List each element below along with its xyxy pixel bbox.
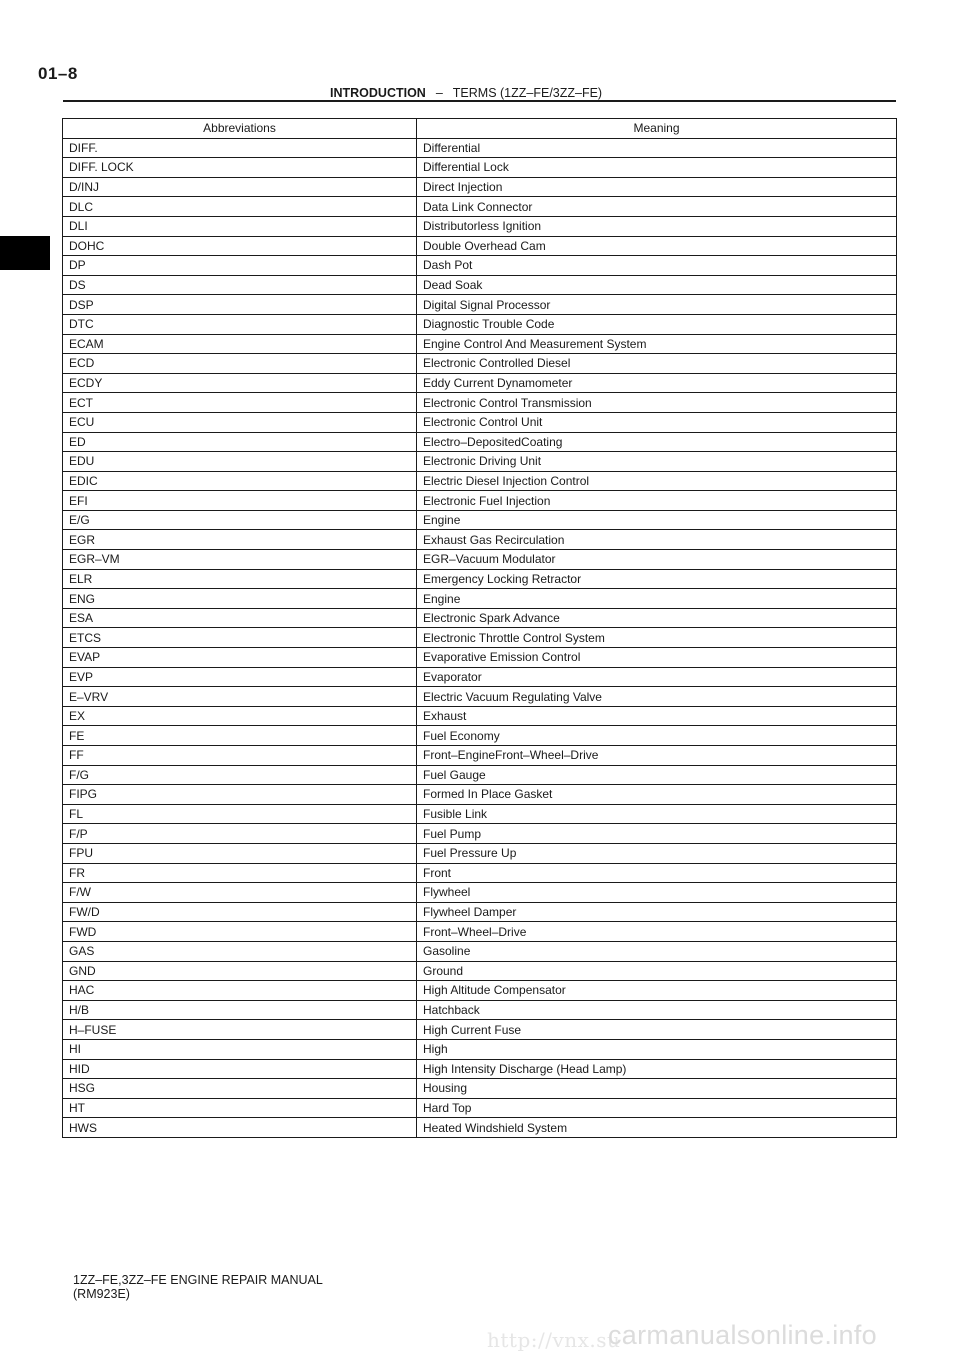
meaning-cell: Electric Vacuum Regulating Valve [417, 687, 897, 707]
table-row [63, 608, 897, 628]
table-row [63, 550, 897, 570]
meaning-cell: Formed In Place Gasket [417, 785, 897, 805]
meaning-cell: Fuel Pressure Up [417, 843, 897, 863]
meaning-cell: Electric Diesel Injection Control [417, 471, 897, 491]
abbreviation-cell: FW/D [63, 902, 417, 922]
abbreviation-cell: ESA [63, 608, 417, 628]
meaning-cell: EGR–Vacuum Modulator [417, 550, 897, 570]
table-row [63, 785, 897, 805]
url-watermark: http://vnx.su [487, 1328, 621, 1352]
table-row [63, 334, 897, 354]
meaning-cell: Exhaust [417, 706, 897, 726]
meaning-cell: Electro–DepositedCoating [417, 432, 897, 452]
abbreviation-cell: FWD [63, 922, 417, 942]
abbreviation-cell: HT [63, 1098, 417, 1118]
site-watermark: carmanualsonline.info [608, 1320, 877, 1350]
meaning-cell: Front–EngineFront–Wheel–Drive [417, 746, 897, 766]
abbreviation-cell: ECDY [63, 373, 417, 393]
table-row [63, 1000, 897, 1020]
abbreviation-cell: FPU [63, 843, 417, 863]
table-row [63, 275, 897, 295]
meaning-cell: Heated Windshield System [417, 1118, 897, 1138]
table-row [63, 393, 897, 413]
meaning-cell: Hatchback [417, 1000, 897, 1020]
abbreviation-cell: D/INJ [63, 177, 417, 197]
meaning-cell: High Altitude Compensator [417, 981, 897, 1001]
meaning-cell: Electronic Control Transmission [417, 393, 897, 413]
table-row [63, 158, 897, 178]
table-row [63, 843, 897, 863]
column-header-abbreviations: Abbreviations [63, 119, 417, 139]
meaning-cell: High Intensity Discharge (Head Lamp) [417, 1059, 897, 1079]
meaning-cell: Fusible Link [417, 804, 897, 824]
meaning-cell: Gasoline [417, 941, 897, 961]
meaning-cell: Emergency Locking Retractor [417, 569, 897, 589]
abbreviation-cell: DTC [63, 314, 417, 334]
table-row [63, 667, 897, 687]
table-row [63, 628, 897, 648]
section-tab-marker [0, 236, 50, 270]
meaning-cell: Direct Injection [417, 177, 897, 197]
abbreviation-cell: ELR [63, 569, 417, 589]
abbreviation-cell: ECAM [63, 334, 417, 354]
table-row [63, 1079, 897, 1099]
meaning-cell: Engine Control And Measurement System [417, 334, 897, 354]
abbreviation-cell: HAC [63, 981, 417, 1001]
meaning-cell: Electronic Fuel Injection [417, 491, 897, 511]
meaning-cell: Dash Pot [417, 256, 897, 276]
table-row [63, 765, 897, 785]
abbreviation-cell: DIFF. LOCK [63, 158, 417, 178]
meaning-cell: Front [417, 863, 897, 883]
table-row [63, 1098, 897, 1118]
meaning-cell: Differential Lock [417, 158, 897, 178]
abbreviation-cell: FR [63, 863, 417, 883]
table-row [63, 138, 897, 158]
meaning-cell: Diagnostic Trouble Code [417, 314, 897, 334]
abbreviation-cell: E–VRV [63, 687, 417, 707]
table-row [63, 589, 897, 609]
header-section: INTRODUCTION [330, 86, 426, 100]
abbreviation-cell: ETCS [63, 628, 417, 648]
table-row [63, 412, 897, 432]
manual-title: 1ZZ–FE,3ZZ–FE ENGINE REPAIR MANUAL [73, 1273, 323, 1287]
abbreviation-cell: EGR–VM [63, 550, 417, 570]
abbreviation-cell: EDU [63, 452, 417, 472]
meaning-cell: Front–Wheel–Drive [417, 922, 897, 942]
table-row [63, 354, 897, 374]
meaning-cell: Electronic Throttle Control System [417, 628, 897, 648]
abbreviation-cell: ED [63, 432, 417, 452]
meaning-cell: Fuel Gauge [417, 765, 897, 785]
footer-manual-info [73, 1273, 323, 1301]
table-row [63, 687, 897, 707]
meaning-cell: Electronic Controlled Diesel [417, 354, 897, 374]
abbreviation-cell: DP [63, 256, 417, 276]
abbreviation-cell: FF [63, 746, 417, 766]
meaning-cell: Fuel Pump [417, 824, 897, 844]
abbreviation-cell: H–FUSE [63, 1020, 417, 1040]
abbreviation-cell: EVP [63, 667, 417, 687]
abbreviation-cell: GND [63, 961, 417, 981]
table-row [63, 295, 897, 315]
abbreviation-cell: GAS [63, 941, 417, 961]
table-row [63, 941, 897, 961]
abbreviation-cell: ECD [63, 354, 417, 374]
abbreviations-table [62, 118, 897, 1138]
header-rule [63, 100, 896, 102]
meaning-cell: High Current Fuse [417, 1020, 897, 1040]
abbreviation-cell: HSG [63, 1079, 417, 1099]
table-row [63, 883, 897, 903]
table-body [63, 138, 897, 1137]
abbreviation-cell: EX [63, 706, 417, 726]
table-row [63, 236, 897, 256]
header-subtitle: TERMS (1ZZ–FE/3ZZ–FE) [452, 86, 603, 100]
table-row [63, 452, 897, 472]
meaning-cell: Evaporative Emission Control [417, 648, 897, 668]
abbreviation-cell: FL [63, 804, 417, 824]
meaning-cell: Engine [417, 589, 897, 609]
table-row [63, 373, 897, 393]
meaning-cell: High [417, 1039, 897, 1059]
meaning-cell: Electronic Driving Unit [417, 452, 897, 472]
abbreviation-cell: DLC [63, 197, 417, 217]
abbreviation-cell: DS [63, 275, 417, 295]
meaning-cell: Flywheel [417, 883, 897, 903]
abbreviation-cell: HI [63, 1039, 417, 1059]
meaning-cell: Dead Soak [417, 275, 897, 295]
table-row [63, 510, 897, 530]
table-row [63, 216, 897, 236]
meaning-cell: Exhaust Gas Recirculation [417, 530, 897, 550]
meaning-cell: Housing [417, 1079, 897, 1099]
abbreviation-cell: EVAP [63, 648, 417, 668]
table-row [63, 902, 897, 922]
table-row [63, 863, 897, 883]
table-row [63, 1039, 897, 1059]
table-row [63, 726, 897, 746]
header-separator: – [435, 86, 443, 100]
table-row [63, 471, 897, 491]
meaning-cell: Digital Signal Processor [417, 295, 897, 315]
abbreviation-cell: ECU [63, 412, 417, 432]
abbreviation-cell: DIFF. [63, 138, 417, 158]
meaning-cell: Flywheel Damper [417, 902, 897, 922]
meaning-cell: Engine [417, 510, 897, 530]
meaning-cell: Evaporator [417, 667, 897, 687]
abbreviation-cell: DSP [63, 295, 417, 315]
abbreviation-cell: ECT [63, 393, 417, 413]
abbreviation-cell: F/W [63, 883, 417, 903]
abbreviation-cell: HID [63, 1059, 417, 1079]
table-row [63, 1020, 897, 1040]
table-row [63, 746, 897, 766]
meaning-cell: Data Link Connector [417, 197, 897, 217]
meaning-cell: Ground [417, 961, 897, 981]
table-row [63, 1118, 897, 1138]
table-row [63, 1059, 897, 1079]
table-row [63, 824, 897, 844]
abbreviation-cell: E/G [63, 510, 417, 530]
table-row [63, 197, 897, 217]
table-row [63, 491, 897, 511]
meaning-cell: Hard Top [417, 1098, 897, 1118]
abbreviation-cell: F/G [63, 765, 417, 785]
table-row [63, 922, 897, 942]
table-row [63, 256, 897, 276]
table-row [63, 648, 897, 668]
abbreviation-cell: H/B [63, 1000, 417, 1020]
page-number: 01–8 [38, 64, 78, 83]
table-row [63, 569, 897, 589]
table-row [63, 177, 897, 197]
meaning-cell: Differential [417, 138, 897, 158]
meaning-cell: Electronic Control Unit [417, 412, 897, 432]
table-row [63, 804, 897, 824]
meaning-cell: Double Overhead Cam [417, 236, 897, 256]
table-row [63, 432, 897, 452]
table-header-row [63, 119, 897, 139]
meaning-cell: Fuel Economy [417, 726, 897, 746]
abbreviation-cell: EDIC [63, 471, 417, 491]
running-header [330, 86, 602, 100]
abbreviation-cell: DLI [63, 216, 417, 236]
table-row [63, 706, 897, 726]
abbreviation-cell: EFI [63, 491, 417, 511]
abbreviation-cell: FE [63, 726, 417, 746]
meaning-cell: Distributorless Ignition [417, 216, 897, 236]
abbreviation-cell: F/P [63, 824, 417, 844]
table-row [63, 530, 897, 550]
column-header-meaning: Meaning [417, 119, 897, 139]
abbreviation-cell: FIPG [63, 785, 417, 805]
abbreviation-cell: DOHC [63, 236, 417, 256]
table-row [63, 314, 897, 334]
table-row [63, 981, 897, 1001]
abbreviation-cell: ENG [63, 589, 417, 609]
manual-code: (RM923E) [73, 1287, 130, 1301]
table-row [63, 961, 897, 981]
abbreviation-cell: EGR [63, 530, 417, 550]
meaning-cell: Electronic Spark Advance [417, 608, 897, 628]
meaning-cell: Eddy Current Dynamometer [417, 373, 897, 393]
abbreviation-cell: HWS [63, 1118, 417, 1138]
